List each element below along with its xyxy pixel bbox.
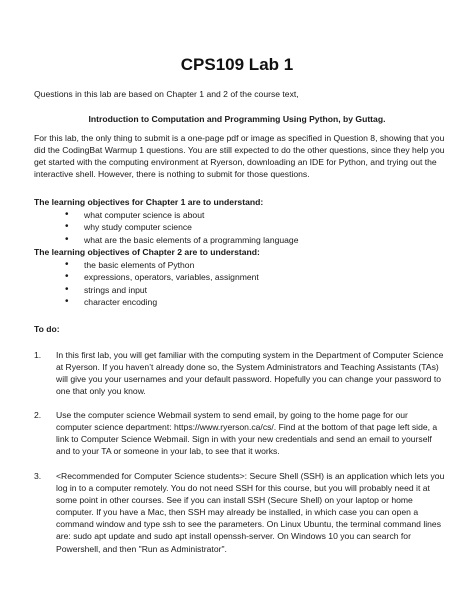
list-item: • what are the basic elements of a programming language	[34, 234, 299, 246]
list-item: • character encoding	[34, 296, 259, 308]
chapter2-objectives-list	[34, 259, 259, 309]
chapter1-objectives-list	[34, 209, 299, 246]
item-number: 3.	[34, 471, 42, 481]
chapter1-objectives-heading: The learning objectives for Chapter 1 are to understand:	[34, 197, 264, 207]
todo-item-2	[34, 409, 446, 457]
item-text: <Recommended for Computer Science students>: Secure Shell (SSH) is an application which lets you log in to a computer remotely. You do not need SSH for this course, but you will probably need it at some point in other courses. See if you can install SSH (Secure Shell) on your laptop or home computer. If you have a Mac, then SSH may already be installed, in which case you can open a command window and type ssh to see the parameters. On Linux Ubuntu, the terminal command lines are: sudo apt update and sudo apt install openssh-server. On Windows 10 you can search for Powershell, and then "Run as Administrator".	[56, 471, 445, 554]
list-item: • why study computer science	[34, 221, 299, 233]
submission-paragraph: For this lab, the only thing to submit is a one-page pdf or image as specified in Question 8, showing that you did the CodingBat Warmup 1 questions. You are still expected to do the other questions, since they help you get started with the computing environment at Ryerson, downloading an IDE for Python, and trying out the interactive shell. However, there is nothing to submit for those questions.	[34, 133, 445, 180]
item-number: 2.	[34, 410, 42, 420]
item-text: In this first lab, you will get familiar with the computing system in the Department of Computer Science at Ryerson. If you haven’t already done so, the System Administrators and Teaching Assistants (TAs) will give you your usernames and your default password. Hopefully you can change your password to one that only you know.	[56, 350, 444, 397]
list-item: • what computer science is about	[34, 209, 299, 221]
course-text-title: Introduction to Computation and Programming Using Python, by Guttag.	[88, 114, 386, 124]
item-number: 1.	[34, 350, 42, 360]
item-text: Use the computer science Webmail system to send email, by going to the home page for our computer science department: https://www.ryerson.ca/cs/. Find at the bottom of that page left side, a link to Computer Science Webmail. Sign in with your new credentials and send an email to yourself and to your TA or someone in your lab, to see that it works.	[56, 410, 438, 457]
page-title: CPS109 Lab 1	[180, 55, 294, 74]
list-item: • strings and input	[34, 284, 259, 296]
list-item: • the basic elements of Python	[34, 259, 259, 271]
todo-item-3	[34, 470, 446, 555]
todo-heading: To do:	[34, 324, 60, 334]
chapter2-objectives-heading: The learning objectives of Chapter 2 are to understand:	[34, 247, 260, 257]
intro-text: Questions in this lab are based on Chapter 1 and 2 of the course text,	[34, 89, 299, 99]
todo-item-1	[34, 349, 446, 397]
list-item: • expressions, operators, variables, assignment	[34, 271, 259, 283]
